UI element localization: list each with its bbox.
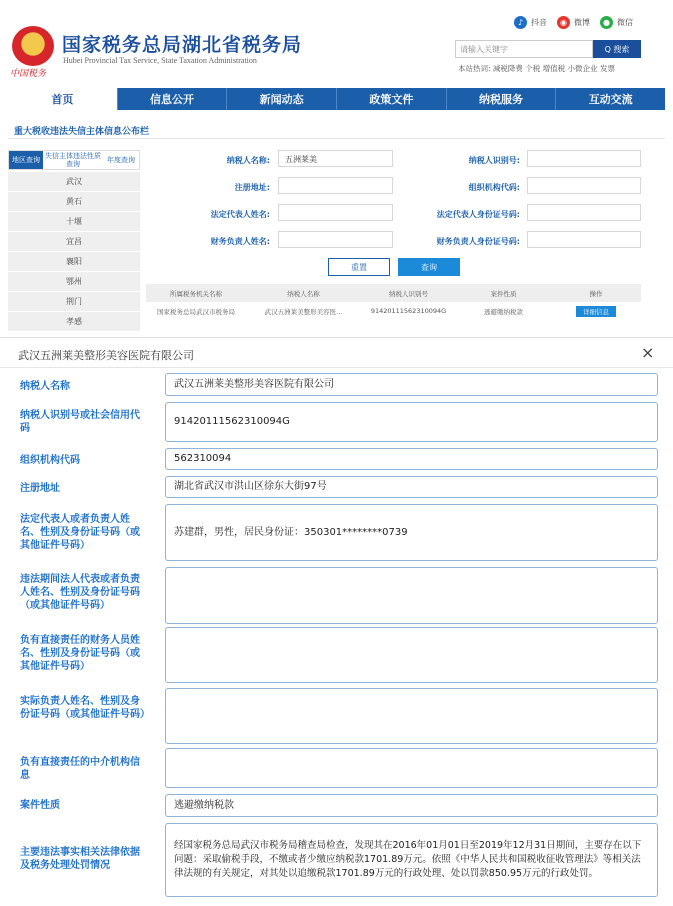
nav-policy[interactable]: 政策文件	[337, 88, 447, 110]
close-icon[interactable]: ×	[641, 343, 655, 362]
table-cell: 武汉五洲莱美整形美容医...	[264, 307, 343, 316]
tab-violation-type[interactable]: 失信主体违法性质查询	[45, 152, 101, 168]
douyin-icon: ♪	[514, 16, 527, 29]
field-value: 91420111562310094G	[165, 402, 658, 442]
table-cell: 逃避缴纳税款	[484, 307, 523, 316]
nav-tax-service[interactable]: 纳税服务	[447, 88, 557, 110]
nav-info-disclosure[interactable]: 信息公开	[118, 88, 228, 110]
table-header-row	[146, 284, 641, 302]
field-value	[165, 748, 658, 788]
field-label: 案件性质	[20, 800, 60, 811]
region-item[interactable]: 荆门	[8, 292, 140, 311]
legal-rep-id-label: 法定代表人身份证号码:	[436, 210, 520, 219]
column-header: 案件性质	[490, 289, 517, 298]
main-nav	[8, 88, 665, 110]
org-code-input[interactable]	[527, 177, 641, 194]
field-label: 违法期间法人代表或者负责人姓名、性别及身份证号码（或其他证件号码）	[20, 574, 140, 611]
region-item[interactable]: 孝感	[8, 312, 140, 331]
region-list	[8, 172, 140, 332]
douyin-link[interactable]: ♪ 抖音	[514, 16, 547, 29]
wechat-link[interactable]: ● 微信	[600, 16, 633, 29]
region-item[interactable]: 鄂州	[8, 272, 140, 291]
column-header: 纳税人名称	[287, 289, 320, 298]
query-button[interactable]: 查询	[398, 258, 460, 276]
hot-words: 本站热词: 减税降费 个税 增值税 小微企业 发票	[458, 64, 615, 73]
nav-interaction[interactable]: 互动交流	[588, 93, 633, 106]
field-value: 经国家税务总局武汉市税务局稽查局检查，发现其在2016年01月01日至2019年12月31日期间，主要存在以下问题：采取偷税手段，不缴或者少缴应纳税款1701.89万元。依照《中华人民共和国税收征收管理法》等相关法律法规的有关规定，对其处以追缴税款1701.89万元的行政处理、处以罚款850.95万元的行政处罚。	[165, 823, 658, 897]
column-header: 所属税务机关名称	[170, 289, 222, 298]
field-value	[165, 567, 658, 624]
field-value: 逃避缴纳税款	[165, 794, 658, 817]
modal-header	[0, 338, 673, 368]
taxpayer-id-input[interactable]	[527, 150, 641, 167]
modal-title: 武汉五洲莱美整形美容医院有限公司	[18, 349, 194, 362]
divider	[8, 138, 665, 139]
detail-modal	[0, 337, 673, 906]
legal-rep-label: 法定代表人姓名:	[210, 210, 270, 219]
emblem-caption: 中国税务	[10, 69, 47, 79]
legal-rep-input[interactable]	[278, 204, 393, 221]
taxpayer-name-input[interactable]: 五洲莱美	[278, 150, 393, 167]
taxpayer-id-label: 纳税人识别号:	[468, 156, 520, 165]
reset-button[interactable]: 重置	[328, 258, 390, 276]
nav-home[interactable]: 首页	[8, 88, 118, 110]
column-header: 纳税人识别号	[389, 289, 428, 298]
search-input[interactable]: 请输入关键字	[455, 40, 593, 58]
weibo-link[interactable]: ◉ 微博	[557, 16, 590, 29]
site-title: 国家税务总局湖北省税务局	[62, 34, 303, 56]
address-label: 注册地址:	[234, 183, 270, 192]
nav-news[interactable]: 新闻动态	[227, 88, 337, 110]
tab-region[interactable]: 地区查询	[9, 151, 43, 169]
field-value	[165, 627, 658, 683]
tab-year[interactable]: 年度查询	[107, 156, 135, 164]
table-cell: 国家税务总局武汉市税务局	[157, 307, 235, 316]
field-label: 纳税人名称	[20, 381, 70, 392]
field-label: 纳税人识别号或社会信用代码	[20, 410, 140, 434]
table-cell	[551, 302, 641, 320]
field-value: 湖北省武汉市洪山区徐东大街97号	[165, 476, 658, 498]
region-item[interactable]: 十堰	[8, 212, 140, 231]
legal-rep-id-input[interactable]	[527, 204, 641, 221]
field-value	[165, 688, 658, 744]
side-tabs	[8, 150, 140, 170]
finance-label: 财务负责人姓名:	[210, 237, 270, 246]
region-item[interactable]: 襄阳	[8, 252, 140, 271]
finance-id-label: 财务负责人身份证号码:	[436, 237, 520, 246]
region-item[interactable]: 武汉	[8, 172, 140, 191]
weibo-icon: ◉	[557, 16, 570, 29]
column-header: 操作	[589, 289, 603, 298]
field-value: 武汉五洲莱美整形美容医院有限公司	[165, 373, 658, 396]
tax-emblem-icon	[12, 26, 54, 66]
site-subtitle: Hubei Provincial Tax Service, State Taxation Administration	[63, 56, 257, 65]
region-item[interactable]: 宜昌	[8, 232, 140, 251]
section-title: 重大税收违法失信主体信息公布栏	[14, 127, 150, 137]
taxpayer-name-label: 纳税人名称:	[226, 156, 270, 165]
field-label: 组织机构代码	[20, 455, 80, 466]
field-label: 注册地址	[20, 483, 60, 494]
finance-input[interactable]	[278, 231, 393, 248]
field-label: 法定代表人或者负责人姓名、性别及身份证号码（或其他证件号码）	[20, 514, 140, 551]
results-table	[146, 284, 641, 320]
detail-button[interactable]: 详细信息	[576, 306, 616, 317]
search-button[interactable]: Q 搜索	[593, 40, 641, 58]
field-label: 负有直接责任的财务人员姓名、性别及身份证号码（或其他证件号码）	[20, 635, 140, 672]
field-value: 562310094	[165, 448, 658, 470]
field-value: 苏建群，男性，居民身份证：350301********0739	[165, 504, 658, 561]
finance-id-input[interactable]	[527, 231, 641, 248]
table-row	[146, 302, 641, 320]
address-input[interactable]	[278, 177, 393, 194]
field-label: 实际负责人姓名、性别及身份证号码（或其他证件号码）	[20, 696, 150, 720]
wechat-icon: ●	[600, 16, 613, 29]
region-item[interactable]: 黄石	[8, 192, 140, 211]
field-label: 主要违法事实相关法律依据及税务处理处罚情况	[20, 847, 140, 871]
field-label: 负有直接责任的中介机构信息	[20, 757, 140, 781]
org-code-label: 组织机构代码:	[468, 183, 520, 192]
table-cell: 91420111562310094G	[370, 307, 447, 315]
site-header	[0, 0, 673, 88]
